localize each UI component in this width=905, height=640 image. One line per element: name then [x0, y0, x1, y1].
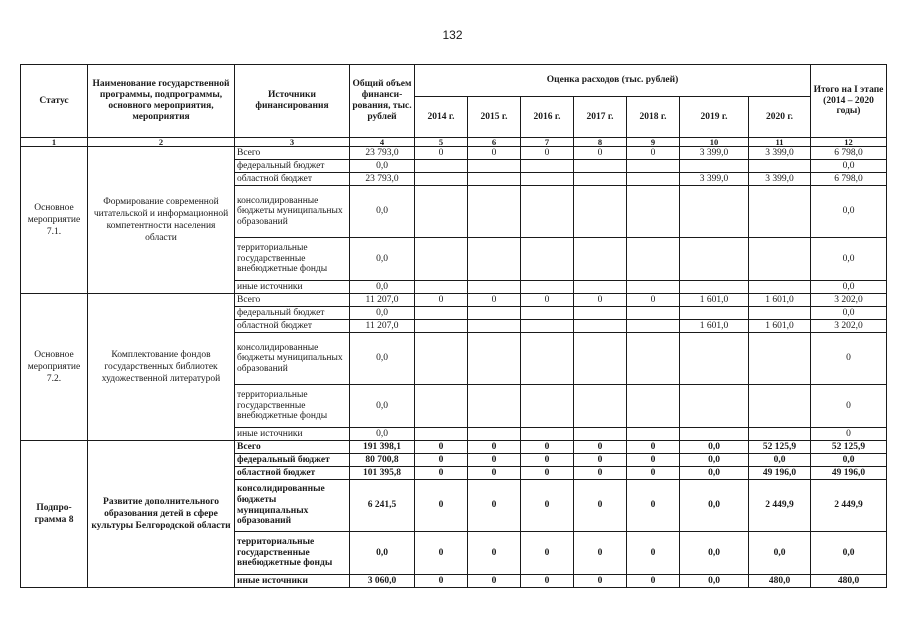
year-cell: 0	[574, 147, 627, 160]
year-cell	[627, 186, 680, 238]
column-number: 9	[627, 138, 680, 147]
table-row	[21, 294, 887, 307]
header-year: 2016 г.	[521, 97, 574, 138]
year-cell	[521, 186, 574, 238]
year-cell	[680, 385, 749, 428]
year-cell: 0	[627, 454, 680, 467]
year-cell	[680, 238, 749, 281]
stage-total-cell: 0,0	[811, 281, 887, 294]
year-cell: 3 399,0	[749, 173, 811, 186]
year-cell	[415, 160, 468, 173]
stage-total-cell: 0,0	[811, 186, 887, 238]
stage-total-cell: 480,0	[811, 575, 887, 588]
year-cell	[574, 333, 627, 385]
stage-total-cell: 52 125,9	[811, 441, 887, 454]
source-cell: областной бюджет	[235, 320, 350, 333]
year-cell: 0	[415, 575, 468, 588]
year-cell	[627, 333, 680, 385]
year-cell	[749, 307, 811, 320]
year-cell: 0	[415, 294, 468, 307]
year-cell	[627, 307, 680, 320]
year-cell	[680, 160, 749, 173]
total-cell: 23 793,0	[350, 173, 415, 186]
column-number: 2	[88, 138, 235, 147]
total-cell: 3 060,0	[350, 575, 415, 588]
total-cell: 0,0	[350, 333, 415, 385]
header-year: 2015 г.	[468, 97, 521, 138]
year-cell	[521, 238, 574, 281]
year-cell	[749, 160, 811, 173]
column-number: 5	[415, 138, 468, 147]
source-cell: иные источники	[235, 575, 350, 588]
year-cell	[468, 320, 521, 333]
year-cell	[574, 281, 627, 294]
year-cell: 0	[627, 294, 680, 307]
source-cell: Всего	[235, 441, 350, 454]
year-cell: 1 601,0	[680, 320, 749, 333]
status-cell: Основное мероприятие 7.1.	[21, 147, 88, 294]
year-cell	[574, 307, 627, 320]
block-measure-7-1	[21, 147, 887, 294]
total-cell: 0,0	[350, 186, 415, 238]
year-cell: 0	[468, 441, 521, 454]
year-cell	[468, 428, 521, 441]
stage-total-cell: 3 202,0	[811, 294, 887, 307]
year-cell: 0	[468, 532, 521, 575]
year-cell: 3 399,0	[749, 147, 811, 160]
total-cell: 11 207,0	[350, 294, 415, 307]
source-cell: иные источники	[235, 281, 350, 294]
year-cell	[468, 238, 521, 281]
year-cell	[415, 428, 468, 441]
total-cell: 101 395,8	[350, 467, 415, 480]
year-cell	[680, 307, 749, 320]
total-cell: 0,0	[350, 385, 415, 428]
block-measure-7-2	[21, 294, 887, 441]
year-cell: 0,0	[749, 454, 811, 467]
total-cell: 80 700,8	[350, 454, 415, 467]
year-cell: 0	[521, 294, 574, 307]
column-numbers-row	[21, 138, 887, 147]
stage-total-cell: 0,0	[811, 307, 887, 320]
stage-total-cell: 0	[811, 428, 887, 441]
stage-total-cell: 0,0	[811, 454, 887, 467]
header-year: 2019 г.	[680, 97, 749, 138]
header-sources: Источники финансирования	[235, 65, 350, 138]
year-cell	[521, 281, 574, 294]
year-cell: 52 125,9	[749, 441, 811, 454]
column-number: 11	[749, 138, 811, 147]
total-cell: 0,0	[350, 428, 415, 441]
stage-total-cell: 0,0	[811, 238, 887, 281]
year-cell	[627, 385, 680, 428]
table-row	[21, 441, 887, 454]
year-cell	[468, 307, 521, 320]
stage-total-cell: 0,0	[811, 532, 887, 575]
source-cell: консолидированные бюджеты муниципальных образований	[235, 333, 350, 385]
year-cell	[627, 281, 680, 294]
year-cell: 3 399,0	[680, 173, 749, 186]
year-cell	[574, 320, 627, 333]
year-cell: 0	[468, 480, 521, 532]
column-number: 3	[235, 138, 350, 147]
year-cell: 0	[574, 575, 627, 588]
year-cell: 480,0	[749, 575, 811, 588]
year-cell	[415, 238, 468, 281]
source-cell: федеральный бюджет	[235, 454, 350, 467]
year-cell: 0,0	[680, 575, 749, 588]
year-cell	[627, 173, 680, 186]
column-number: 7	[521, 138, 574, 147]
year-cell	[680, 428, 749, 441]
year-cell	[574, 385, 627, 428]
year-cell	[468, 385, 521, 428]
column-number: 10	[680, 138, 749, 147]
header-stage-total: Итого на I этапе (2014 – 2020 годы)	[811, 65, 887, 138]
year-cell: 0	[468, 467, 521, 480]
year-cell	[521, 428, 574, 441]
year-cell: 0	[574, 441, 627, 454]
stage-total-cell: 2 449,9	[811, 480, 887, 532]
column-number: 8	[574, 138, 627, 147]
source-cell: консолидированные бюджеты муниципальных образований	[235, 186, 350, 238]
year-cell	[749, 333, 811, 385]
year-cell	[680, 281, 749, 294]
year-cell	[574, 186, 627, 238]
year-cell	[627, 428, 680, 441]
program-name-cell: Комплектование фондов государственных библиотек художественной литературой	[88, 294, 235, 441]
year-cell: 3 399,0	[680, 147, 749, 160]
status-cell: Основное мероприятие 7.2.	[21, 294, 88, 441]
stage-total-cell: 6 798,0	[811, 173, 887, 186]
header-year: 2017 г.	[574, 97, 627, 138]
budget-table	[20, 64, 887, 588]
total-cell: 0,0	[350, 238, 415, 281]
year-cell: 0	[627, 147, 680, 160]
header-estimate: Оценка расходов (тыс. рублей)	[415, 65, 811, 97]
year-cell: 0,0	[680, 532, 749, 575]
year-cell: 0	[574, 454, 627, 467]
year-cell: 0	[574, 480, 627, 532]
year-cell: 0	[415, 480, 468, 532]
year-cell	[521, 307, 574, 320]
header-year: 2020 г.	[749, 97, 811, 138]
program-name-cell: Развитие дополнительного образования детей в сфере культуры Белгородской области	[88, 441, 235, 588]
source-cell: областной бюджет	[235, 173, 350, 186]
year-cell	[749, 186, 811, 238]
total-cell: 6 241,5	[350, 480, 415, 532]
source-cell: Всего	[235, 294, 350, 307]
source-cell: территориальные государственные внебюджетные фонды	[235, 532, 350, 575]
year-cell: 1 601,0	[749, 294, 811, 307]
stage-total-cell: 0,0	[811, 160, 887, 173]
source-cell: иные источники	[235, 428, 350, 441]
year-cell	[521, 320, 574, 333]
year-cell	[627, 160, 680, 173]
source-cell: федеральный бюджет	[235, 160, 350, 173]
year-cell: 1 601,0	[749, 320, 811, 333]
year-cell: 0	[415, 454, 468, 467]
year-cell: 0	[574, 532, 627, 575]
total-cell: 0,0	[350, 307, 415, 320]
year-cell: 2 449,9	[749, 480, 811, 532]
table-row	[21, 147, 887, 160]
year-cell	[468, 281, 521, 294]
header-year: 2014 г.	[415, 97, 468, 138]
year-cell: 0	[468, 454, 521, 467]
year-cell	[415, 173, 468, 186]
page-number: 132	[442, 28, 463, 42]
total-cell: 191 398,1	[350, 441, 415, 454]
year-cell: 0	[521, 147, 574, 160]
year-cell	[468, 160, 521, 173]
year-cell	[680, 333, 749, 385]
column-number: 6	[468, 138, 521, 147]
year-cell: 0	[627, 441, 680, 454]
year-cell: 0	[468, 575, 521, 588]
source-cell: территориальные государственные внебюджетные фонды	[235, 385, 350, 428]
year-cell	[415, 186, 468, 238]
year-cell: 0	[627, 480, 680, 532]
program-name-cell: Формирование современной читательской и информационной компетентности населения области	[88, 147, 235, 294]
year-cell	[574, 428, 627, 441]
total-cell: 11 207,0	[350, 320, 415, 333]
year-cell	[749, 238, 811, 281]
year-cell	[468, 333, 521, 385]
stage-total-cell: 6 798,0	[811, 147, 887, 160]
year-cell: 0	[415, 441, 468, 454]
source-cell: федеральный бюджет	[235, 307, 350, 320]
total-cell: 0,0	[350, 281, 415, 294]
year-cell	[415, 307, 468, 320]
year-cell	[749, 281, 811, 294]
year-cell	[749, 428, 811, 441]
year-cell	[415, 320, 468, 333]
year-cell: 0,0	[680, 480, 749, 532]
column-number: 12	[811, 138, 887, 147]
header-program-name: Наименование государственной программы, подпрограммы, основного мероприятия, мероприятия	[88, 65, 235, 138]
year-cell: 0	[574, 467, 627, 480]
block-subprogram-8	[21, 441, 887, 588]
year-cell: 0	[521, 441, 574, 454]
year-cell	[680, 186, 749, 238]
total-cell: 23 793,0	[350, 147, 415, 160]
year-cell	[749, 385, 811, 428]
year-cell: 0,0	[749, 532, 811, 575]
stage-total-cell: 49 196,0	[811, 467, 887, 480]
year-cell	[627, 238, 680, 281]
year-cell: 0	[521, 467, 574, 480]
year-cell	[415, 333, 468, 385]
year-cell	[574, 238, 627, 281]
year-cell: 0	[521, 480, 574, 532]
year-cell: 0	[415, 532, 468, 575]
year-cell	[574, 160, 627, 173]
year-cell	[627, 320, 680, 333]
year-cell: 0,0	[680, 454, 749, 467]
year-cell: 0,0	[680, 467, 749, 480]
year-cell: 0	[468, 147, 521, 160]
year-cell: 0	[521, 532, 574, 575]
total-cell: 0,0	[350, 160, 415, 173]
year-cell: 0	[468, 294, 521, 307]
year-cell	[415, 385, 468, 428]
source-cell: консолидированные бюджеты муниципальных образований	[235, 480, 350, 532]
source-cell: Всего	[235, 147, 350, 160]
year-cell: 0,0	[680, 441, 749, 454]
year-cell	[574, 173, 627, 186]
source-cell: областной бюджет	[235, 467, 350, 480]
year-cell	[468, 173, 521, 186]
header-status: Статус	[21, 65, 88, 138]
year-cell: 0	[627, 532, 680, 575]
source-cell: территориальные государственные внебюджетные фонды	[235, 238, 350, 281]
column-number: 1	[21, 138, 88, 147]
year-cell	[415, 281, 468, 294]
year-cell: 49 196,0	[749, 467, 811, 480]
year-cell: 0	[627, 467, 680, 480]
year-cell	[521, 160, 574, 173]
year-cell: 0	[627, 575, 680, 588]
year-cell	[521, 333, 574, 385]
year-cell: 1 601,0	[680, 294, 749, 307]
year-cell: 0	[415, 467, 468, 480]
year-cell: 0	[521, 454, 574, 467]
status-cell: Подпро-грамма 8	[21, 441, 88, 588]
year-cell	[521, 173, 574, 186]
stage-total-cell: 0	[811, 385, 887, 428]
year-cell: 0	[574, 294, 627, 307]
year-cell: 0	[415, 147, 468, 160]
stage-total-cell: 3 202,0	[811, 320, 887, 333]
stage-total-cell: 0	[811, 333, 887, 385]
header-year: 2018 г.	[627, 97, 680, 138]
column-number: 4	[350, 138, 415, 147]
year-cell	[468, 186, 521, 238]
year-cell: 0	[521, 575, 574, 588]
total-cell: 0,0	[350, 532, 415, 575]
header-total: Общий объем финанси-рования, тыс. рублей	[350, 65, 415, 138]
year-cell	[521, 385, 574, 428]
